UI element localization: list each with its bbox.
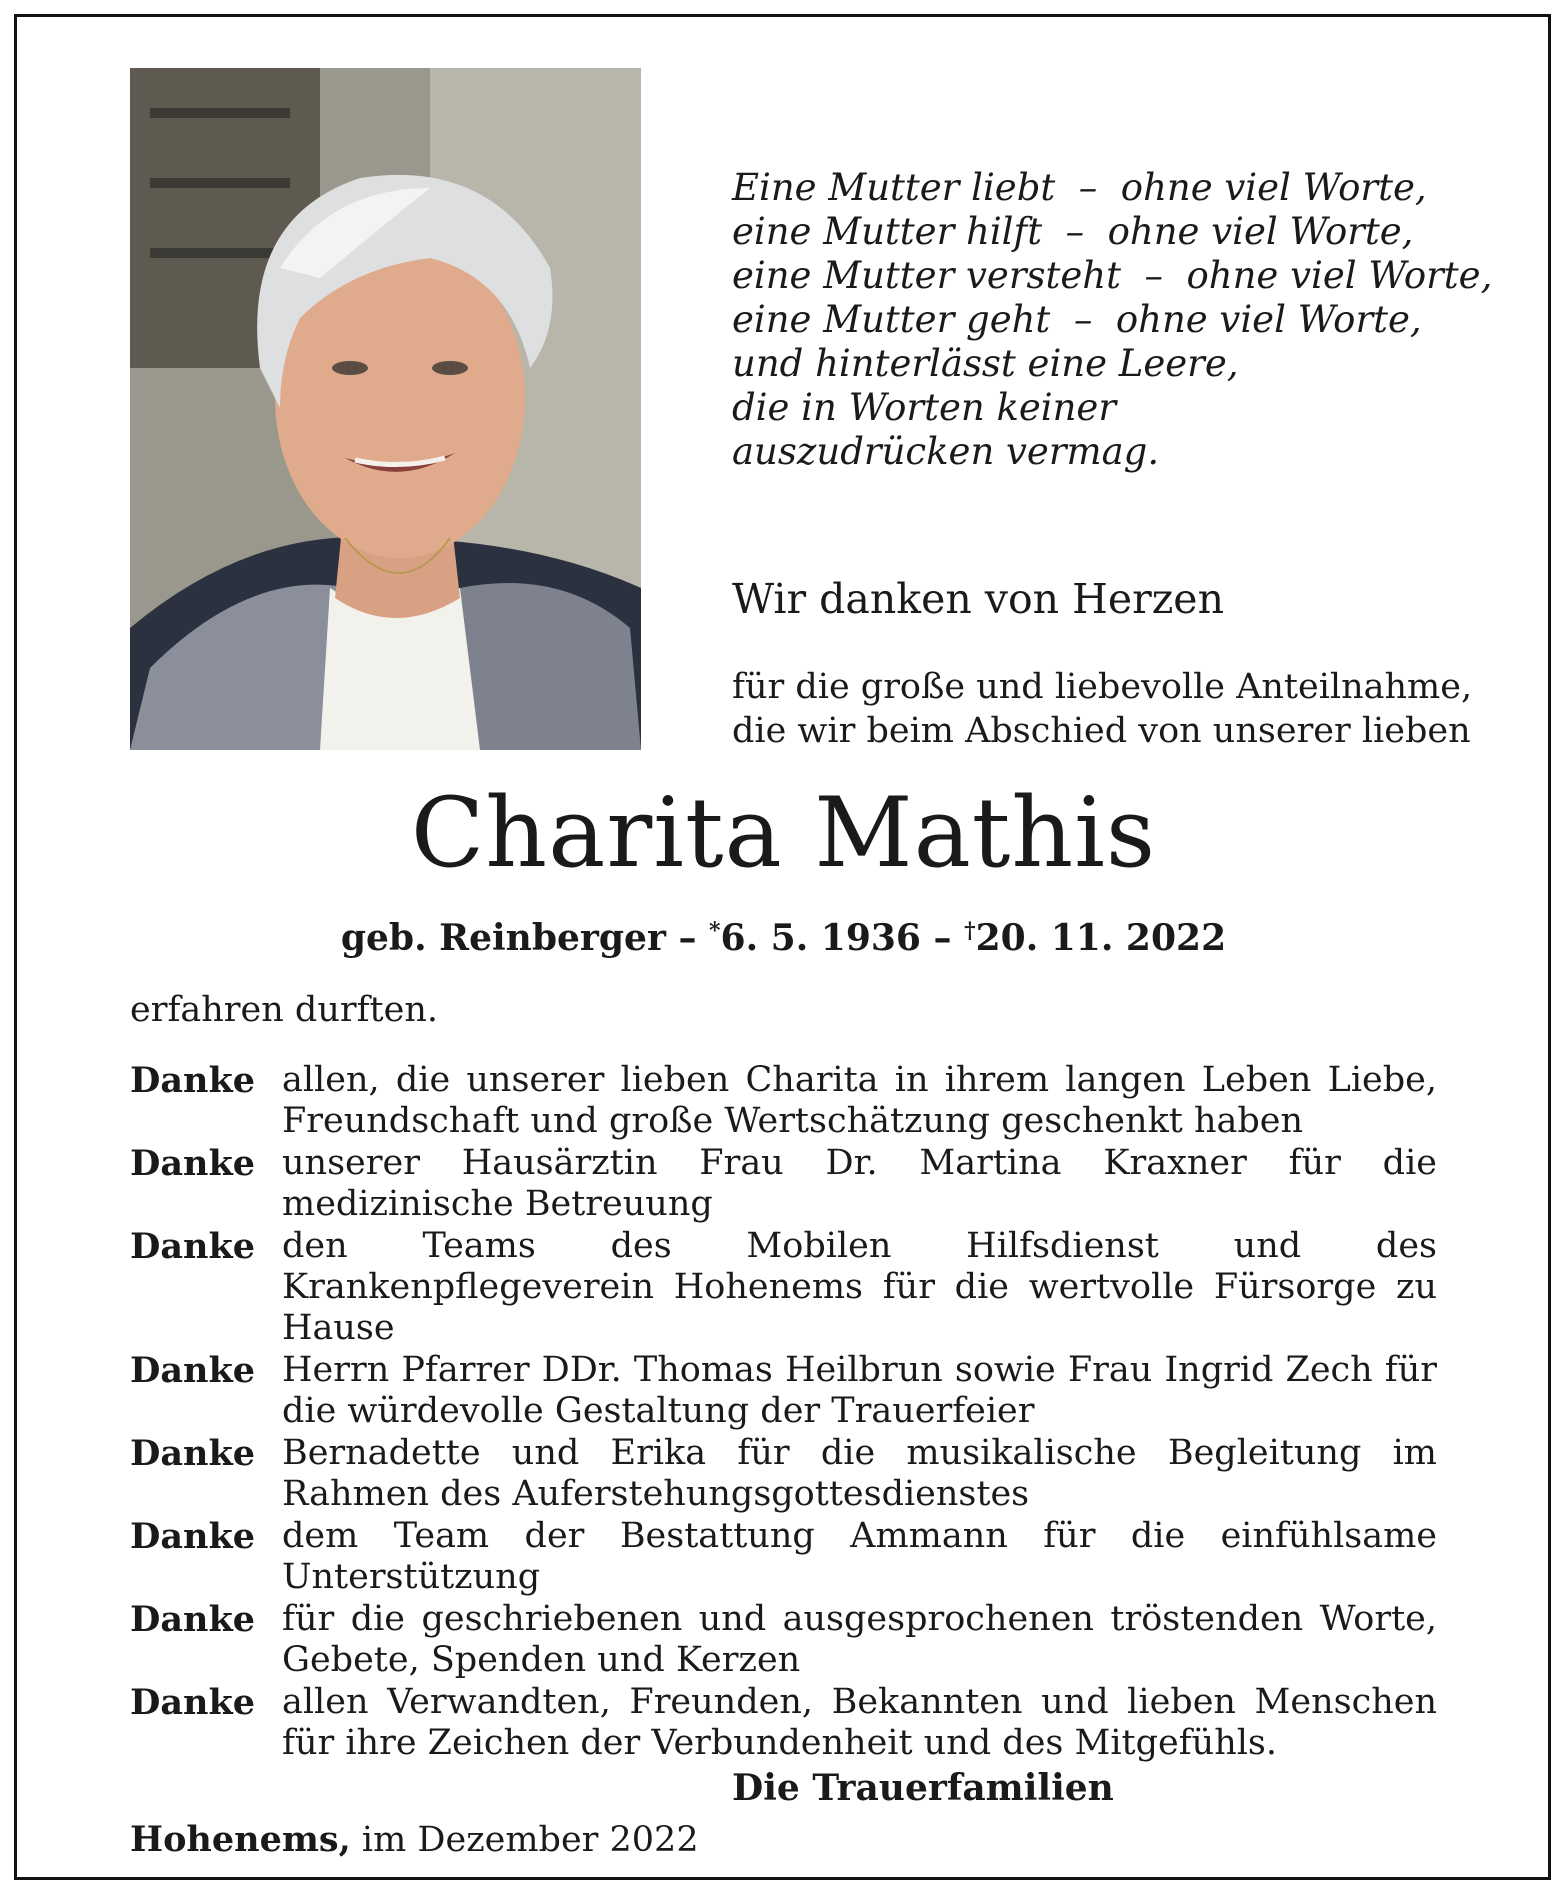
thanks-line: die wir beim Abschied von unserer lieben xyxy=(732,711,1471,751)
danke-label: Danke xyxy=(130,1682,255,1723)
place-date-text: im Dezember 2022 xyxy=(361,1820,699,1860)
birth-death-dates xyxy=(0,908,1567,961)
danke-text: unserer Hausärztin Frau Dr. Martina Kraxner für die medizinische Betreuung xyxy=(282,1143,1437,1224)
death-date: 20. 11. 2022 xyxy=(975,917,1227,959)
danke-text: dem Team der Bestattung Ammann für die einfühlsame Unterstützung xyxy=(282,1516,1437,1597)
danke-label: Danke xyxy=(130,1226,255,1267)
danke-label: Danke xyxy=(130,1060,255,1101)
death-symbol: † xyxy=(964,918,976,944)
danke-text: Bernadette und Erika für die musikalische Begleitung im Rahmen des Auferstehungsgottesdienstes xyxy=(282,1433,1437,1514)
deceased-name: Charita Mathis xyxy=(410,777,1157,889)
signature: Die Trauerfamilien xyxy=(732,1767,1114,1809)
date-separator: – xyxy=(678,917,697,959)
danke-item xyxy=(130,1516,1437,1598)
danke-text: Herrn Pfarrer DDr. Thomas Heilbrun sowie Frau Ingrid Zech für die würdevolle Gestaltung der Trauerfeier xyxy=(282,1350,1437,1431)
date-separator: – xyxy=(933,917,952,959)
danke-item xyxy=(130,1350,1437,1432)
danke-label: Danke xyxy=(130,1143,255,1184)
danke-label: Danke xyxy=(130,1433,255,1474)
danke-item xyxy=(130,1682,1437,1764)
danke-text: den Teams des Mobilen Hilfsdienst und des Krankenpflegeverein Hohenems für die wertvolle Fürsorge zu Hause xyxy=(282,1226,1437,1348)
poem-line: eine Mutter versteht – ohne viel Worte, xyxy=(732,254,1493,297)
birth-name: geb. Reinberger xyxy=(340,917,666,959)
poem-line: eine Mutter geht – ohne viel Worte, xyxy=(732,298,1422,341)
danke-item xyxy=(130,1143,1437,1225)
poem-line: auszudrücken vermag. xyxy=(732,430,1160,473)
danke-label: Danke xyxy=(130,1350,255,1391)
poem-line: die in Worten keiner xyxy=(732,386,1117,429)
place-town: Hohenems, xyxy=(130,1819,351,1860)
thanks-text xyxy=(732,665,1473,753)
after-name-text: erfahren durften. xyxy=(130,990,438,1030)
danke-item xyxy=(130,1599,1437,1681)
birth-date: 6. 5. 1936 xyxy=(720,917,921,959)
danke-item xyxy=(130,1226,1437,1349)
danke-text: allen, die unserer lieben Charita in ihrem langen Leben Liebe, Freundschaft und große Wertschätzung geschenkt haben xyxy=(282,1060,1437,1141)
thanks-heading: Wir danken von Herzen xyxy=(732,575,1224,623)
thanks-line: für die große und liebevolle Anteilnahme, xyxy=(732,667,1473,707)
place-date xyxy=(130,1817,699,1863)
danke-list xyxy=(130,1060,1437,1765)
danke-text: allen Verwandten, Freunden, Bekannten und lieben Menschen für ihre Zeichen der Verbundenheit und des Mitgefühls. xyxy=(282,1682,1437,1763)
poem xyxy=(732,166,1492,474)
poem-line: und hinterlässt eine Leere, xyxy=(732,342,1239,385)
danke-label: Danke xyxy=(130,1599,255,1640)
danke-text: für die geschriebenen und ausgesprochenen tröstenden Worte, Gebete, Spenden und Kerzen xyxy=(282,1599,1437,1680)
poem-line: Eine Mutter liebt – ohne viel Worte, xyxy=(732,166,1427,209)
danke-item xyxy=(130,1060,1437,1142)
portrait-photo xyxy=(130,68,641,750)
birth-symbol: * xyxy=(709,918,721,944)
poem-line: eine Mutter hilft – ohne viel Worte, xyxy=(732,210,1414,253)
danke-item xyxy=(130,1433,1437,1515)
danke-label: Danke xyxy=(130,1516,255,1557)
